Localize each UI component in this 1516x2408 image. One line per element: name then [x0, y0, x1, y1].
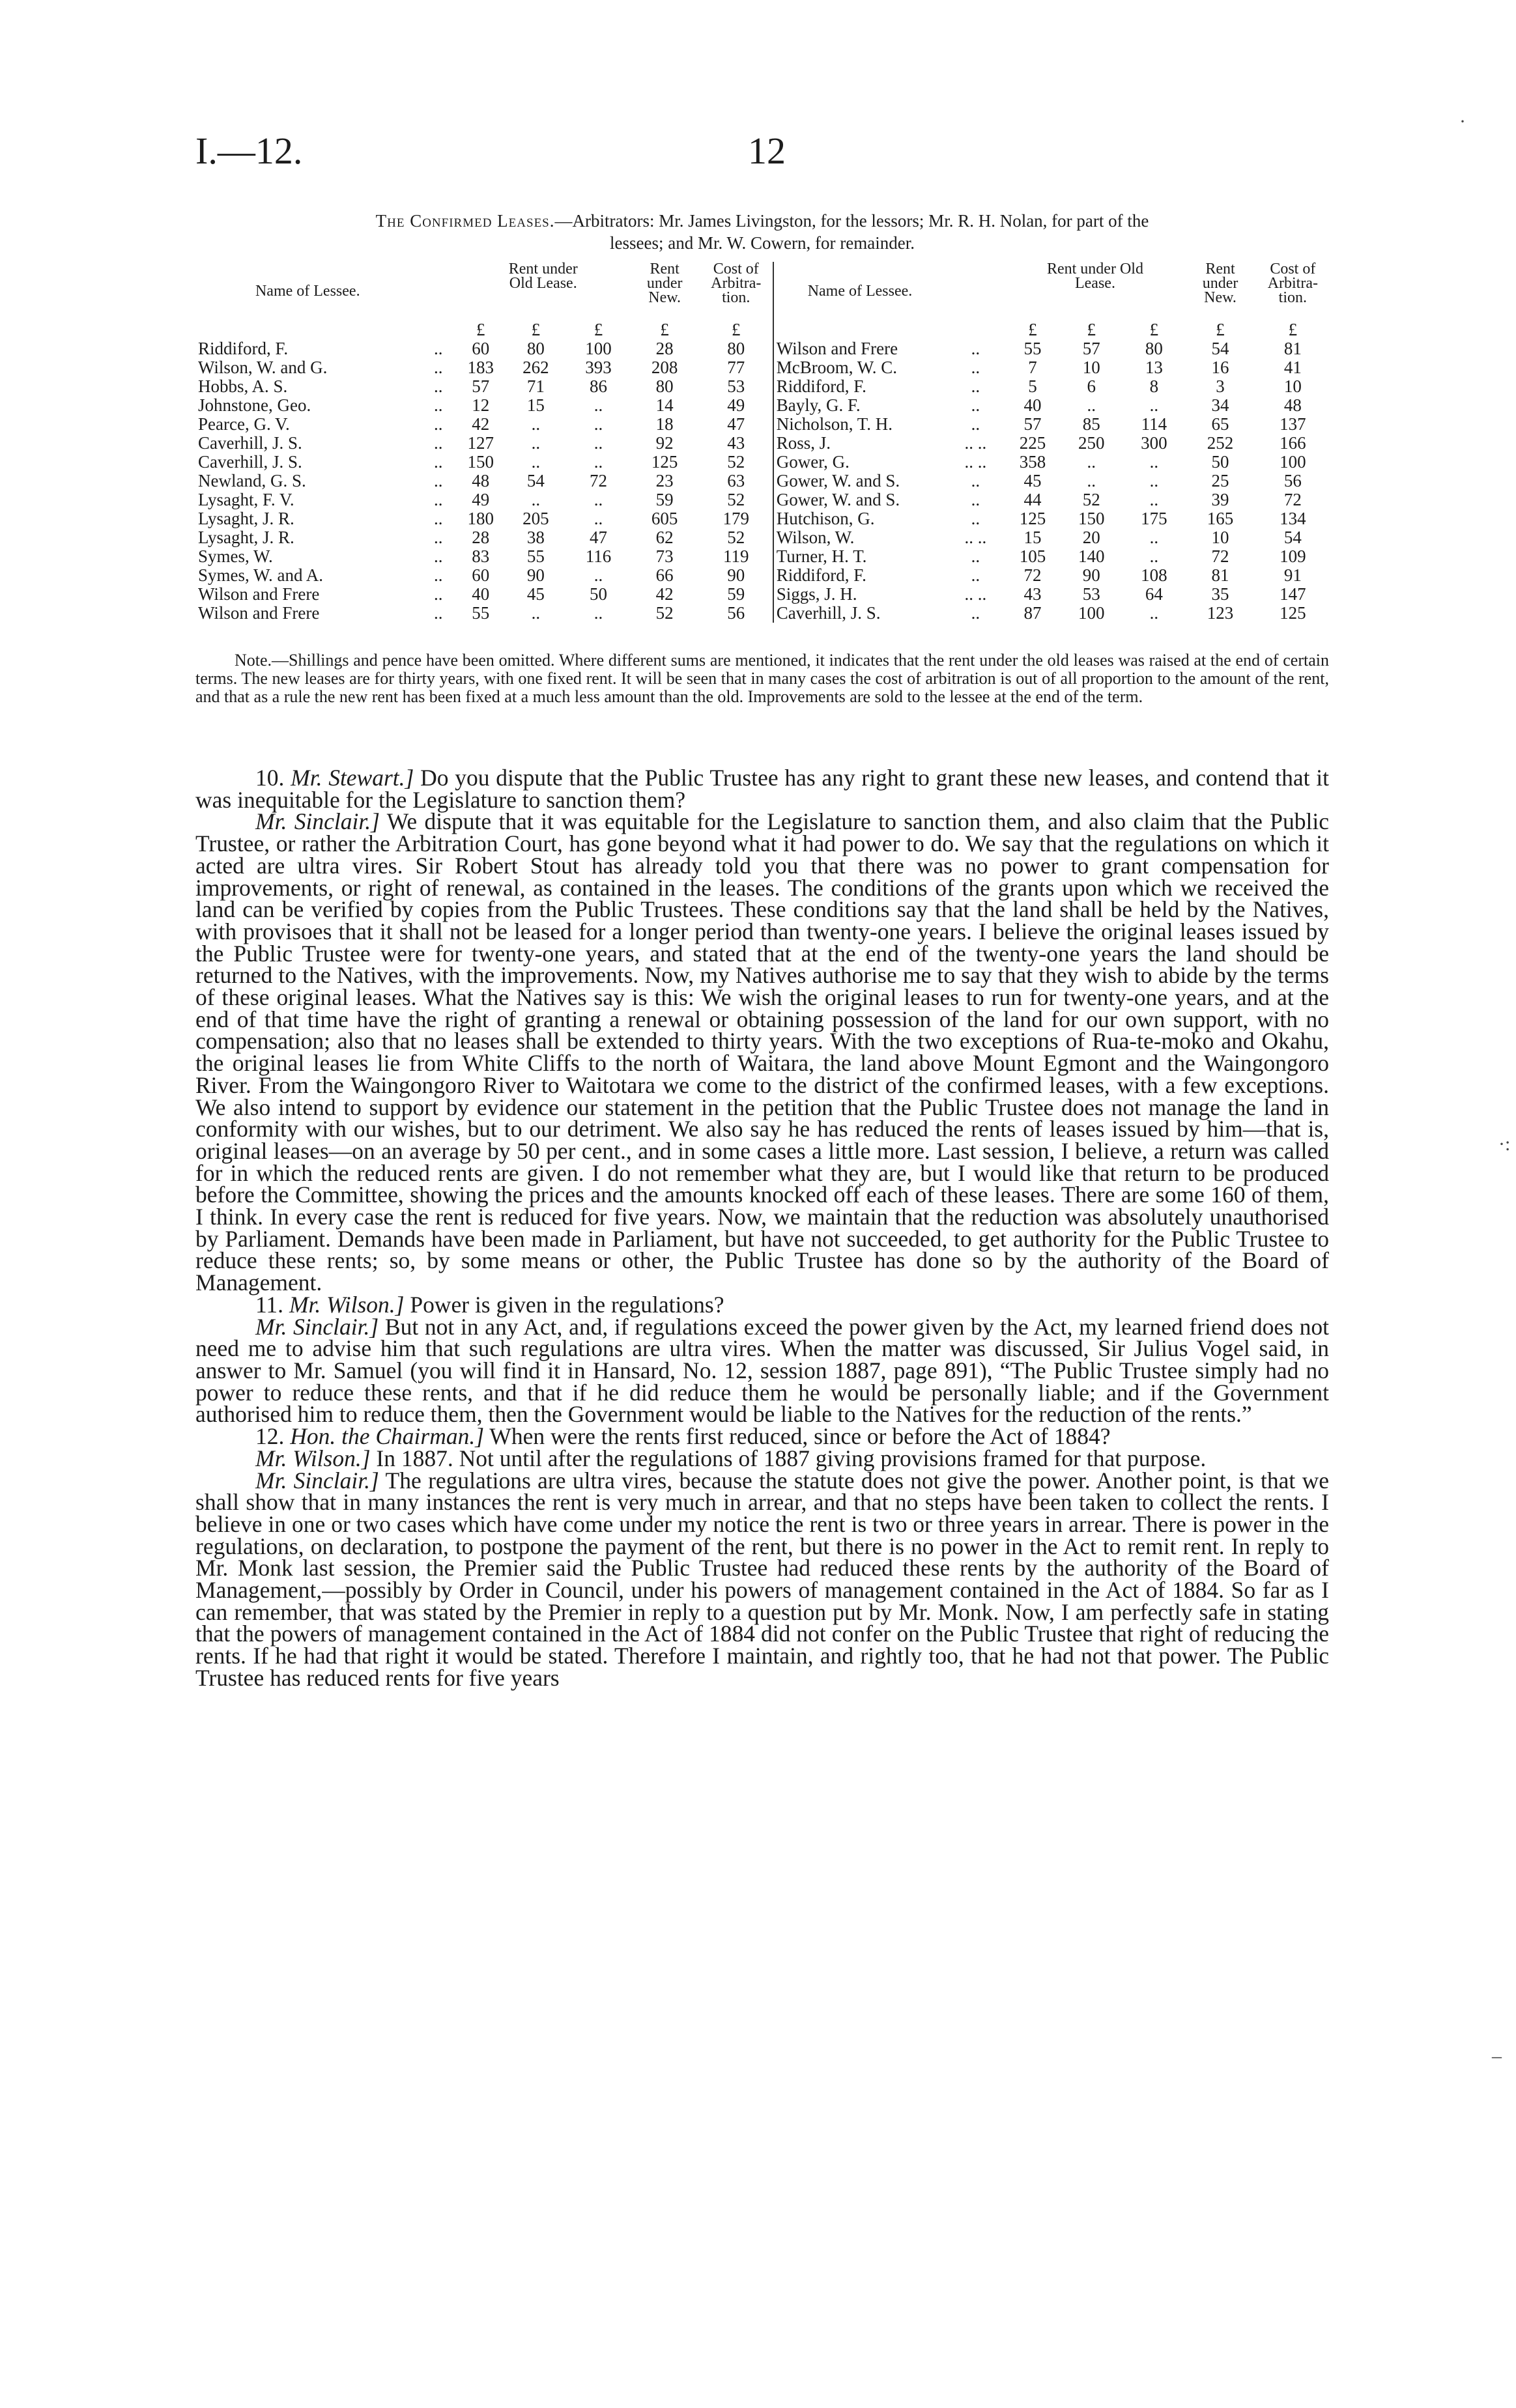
caption-line-1: —Arbitrators: Mr. James Livingston, for the lessors; Mr. R. H. Nolan, for part of the — [554, 211, 1149, 231]
cell-o1: 42 — [472, 415, 490, 434]
leader-dots: .. .. — [964, 585, 987, 604]
cell-new: 42 — [655, 585, 674, 604]
speaker: Mr. Stewart.] — [291, 765, 414, 791]
cell-cost: 49 — [700, 396, 773, 415]
leader-dots: .. — [434, 396, 443, 415]
lessee-name: Lysaght, F. V. — [198, 490, 294, 509]
question-number: 10. — [255, 765, 285, 791]
cell-o1: 105 — [1019, 547, 1046, 566]
lessee-name: Caverhill, J. S. — [198, 434, 302, 453]
unit-label: £ — [1149, 320, 1159, 339]
cell-o3: .. — [594, 453, 603, 472]
leader-dots: .. — [971, 566, 980, 585]
lessee-name: Wilson, W. — [776, 528, 855, 547]
cell-new: 34 — [1211, 396, 1229, 415]
cell-o2: 53 — [1082, 585, 1100, 604]
table-row — [195, 490, 1330, 509]
lessee-name: Johnstone, Geo. — [198, 396, 311, 415]
table-row — [195, 566, 1330, 585]
cell-cost: 52 — [700, 453, 773, 472]
lessee-name: Gower, W. and S. — [776, 472, 900, 490]
cell-cost: 53 — [700, 377, 773, 396]
lessee-name: Riddiford, F. — [776, 377, 866, 396]
cell-cost: 63 — [700, 472, 773, 490]
testimony-paragraph — [195, 808, 1329, 1296]
cell-o2: 54 — [526, 472, 545, 490]
cell-cost: 134 — [1280, 509, 1306, 528]
cell-o3: 72 — [589, 472, 607, 490]
table-row — [195, 604, 1330, 623]
cell-o2: .. — [531, 490, 541, 509]
cell-o2: .. — [1087, 453, 1096, 472]
header-name-left: Name of Lessee. — [255, 283, 360, 300]
header-cost-left: Cost of Arbitra-tion. — [700, 262, 773, 320]
cell-o1: 15 — [1023, 528, 1042, 547]
cell-o2: .. — [1087, 396, 1096, 415]
units-row — [195, 320, 1330, 339]
unit-label: £ — [531, 320, 541, 339]
cell-new: 165 — [1207, 509, 1234, 528]
cell-o2: 52 — [1082, 490, 1100, 509]
leader-dots: .. — [971, 547, 980, 566]
lessee-name: Wilson and Frere — [198, 604, 320, 623]
cell-cost: 47 — [700, 415, 773, 434]
cell-o1: 55 — [1023, 339, 1042, 358]
cell-new: 52 — [655, 604, 674, 623]
cell-cost: 81 — [1283, 339, 1302, 358]
unit-label: £ — [1288, 320, 1298, 339]
cell-o1: 48 — [472, 472, 490, 490]
cell-o3: .. — [1149, 604, 1159, 623]
unit-label: £ — [660, 320, 669, 339]
leader-dots: .. — [434, 585, 443, 604]
lessee-name: McBroom, W. C. — [776, 358, 898, 377]
cell-o1: 183 — [467, 358, 494, 377]
unit-label: £ — [1028, 320, 1037, 339]
lessee-name: Wilson, W. and G. — [198, 358, 328, 377]
testimony-paragraph — [195, 767, 1329, 811]
cell-o3: .. — [594, 509, 603, 528]
cell-o3: .. — [594, 434, 603, 453]
cell-o3: .. — [1149, 528, 1159, 547]
cell-o2: 71 — [526, 377, 545, 396]
cell-o2: 100 — [1078, 604, 1105, 623]
cell-o3: 13 — [1145, 358, 1163, 377]
cell-o3: 108 — [1141, 566, 1167, 585]
cell-new: 66 — [655, 566, 674, 585]
question-number: 12. — [255, 1423, 285, 1450]
cell-o1: 127 — [467, 434, 494, 453]
cell-cost: 48 — [1283, 396, 1302, 415]
leader-dots: .. — [971, 604, 980, 623]
cell-new: 16 — [1211, 358, 1229, 377]
header-rent-old-left: Rent under Old Lease. — [508, 262, 578, 292]
cell-o3: 116 — [585, 547, 612, 566]
cell-o1: 55 — [472, 604, 490, 623]
cell-cost: 91 — [1283, 566, 1302, 585]
unit-label: £ — [476, 320, 485, 339]
cell-o1: 44 — [1023, 490, 1042, 509]
cell-cost: 119 — [700, 547, 773, 566]
cell-cost: 109 — [1280, 547, 1306, 566]
speech-text: Power is given in the regulations? — [404, 1291, 724, 1318]
cell-new: 28 — [655, 339, 674, 358]
cell-o2: 6 — [1087, 377, 1096, 396]
table-row — [195, 547, 1330, 566]
leader-dots: .. — [971, 415, 980, 434]
cell-o3: .. — [594, 415, 603, 434]
caption-title: The Confirmed Leases. — [375, 211, 555, 231]
unit-label: £ — [1087, 320, 1096, 339]
cell-o1: 57 — [1023, 415, 1042, 434]
cell-new: 80 — [655, 377, 674, 396]
cell-cost: 179 — [700, 509, 773, 528]
testimony-paragraph — [195, 1445, 1329, 1471]
cell-o3: .. — [594, 566, 603, 585]
header-rent-old-right: Rent under Old Lease. — [1046, 262, 1143, 292]
leader-dots: .. — [434, 472, 443, 490]
cell-new: 3 — [1216, 377, 1225, 396]
cell-o1: 225 — [1019, 434, 1046, 453]
cell-new: 252 — [1207, 434, 1234, 453]
cell-o2: 90 — [526, 566, 545, 585]
leader-dots: .. — [434, 604, 443, 623]
speech-text: The regulations are ultra vires, because the statute does not give the power. Another point, is that we shall show that in many instances the rent is very much in arrear, and that no steps have been taken to collect the rents. I believe in one or two cases which have come under my notice the rent is two or three years in arrear. There is power in the regulations, on declaration, to postpone the payment of the rent, but there is no power in the Act to remit rent. In reply to Mr. Monk last session, the Premier said the Public Trustee had reduced these rents by the authority of the Board of Management,—possibly by Order in Council, under his powers of management contained in the Act of 1884. So far as I can remember, that was stated by the Premier in reply to a question put by Mr. Monk. Now, I am perfectly safe in stating that the powers of management contained in the Act of 1884 did not confer on the Public Trustee that right of reducing the rents. If he had that right it would be stated. Therefore I maintain, and rightly too, that he had not that power. The Public Trustee has reduced rents for five years — [195, 1467, 1329, 1691]
cell-o1: 358 — [1019, 453, 1046, 472]
cell-new: 23 — [655, 472, 674, 490]
cell-new: 123 — [1207, 604, 1234, 623]
leader-dots: .. — [971, 490, 980, 509]
speech-text: In 1887. Not until after the regulations of 1887 giving provisions framed for that purpose. — [370, 1445, 1207, 1471]
cell-o2: 55 — [526, 547, 545, 566]
lessee-name: Lysaght, J. R. — [198, 528, 294, 547]
leader-dots: .. — [434, 528, 443, 547]
unit-label: £ — [700, 320, 773, 339]
cell-cost: 137 — [1280, 415, 1306, 434]
cell-o1: 60 — [472, 339, 490, 358]
cell-cost: 54 — [1283, 528, 1302, 547]
lessee-name: Ross, J. — [776, 434, 831, 453]
cell-cost: 77 — [700, 358, 773, 377]
cell-cost: 147 — [1280, 585, 1306, 604]
cell-o2: 140 — [1078, 547, 1105, 566]
header-rent-new-right: Rent under New. — [1202, 262, 1238, 306]
cell-o2: 262 — [522, 358, 549, 377]
testimony-body — [195, 767, 1329, 1690]
table-row — [195, 528, 1330, 547]
cell-new: 208 — [651, 358, 678, 377]
cell-o2: 80 — [526, 339, 545, 358]
cell-new: 50 — [1211, 453, 1229, 472]
cell-o3: 86 — [589, 377, 607, 396]
cell-o1: 5 — [1028, 377, 1037, 396]
header-cost-right: Cost of Arbitra-tion. — [1267, 262, 1318, 306]
leader-dots: .. — [434, 434, 443, 453]
cell-o3: 114 — [1141, 415, 1167, 434]
lessee-name: Caverhill, J. S. — [198, 453, 302, 472]
cell-cost: 80 — [700, 339, 773, 358]
testimony-paragraph — [195, 1423, 1329, 1450]
speech-text: We dispute that it was equitable for the Legislature to sanction them, and also claim that the Public Trustee, or rather the Arbitration Court, has gone beyond what it had power to do. We say that the regulations on which it acted are ultra vires. Sir Robert Stout has already told you that there was no power to grant compensation for improvements, or right of renewal, as contained in the leases. The conditions of the grants upon which we received the land can be verified by copies from the Public Trustees. These conditions say that the land shall be held by the Natives, with provisoes that it shall not be leased for a longer period than twenty-one years. I believe the original leases issued by the Public Trustee were for twenty-one years, and stated that at the end of the twenty-one years the land should be returned to the Natives, with the improvements. Now, my Natives authorise me to say that they wish to abide by the terms of these original leases. What the Natives say is this: We wish the original leases to run for twenty-one years, and at the end of that time have the right of granting a renewal or obtaining possession of the land for our own support, with no compensation; also that no leases shall be extended to thirty years. With the two exceptions of Rua-te-moko and Okahu, the original leases lie from White Cliffs to the north of Waitara, the land above Mount Egmont and the Waingongoro River. From the Waingongoro River to Waitotara we come to the district of the confirmed leases, with a few exceptions. We also intend to support by evidence our statement in the petition that the Public Trustee does not manage the land in conformity with our wishes, but to our detriment. We also say he has reduced the rents of leases issued by him—that is, original leases—on an average by 50 per cent., and in some cases a little more. Last session, I believe, a return was called for in which the reduced rents are given. I do not remember what they are, but I would like that return to be produced before the Committee, showing the prices and the amounts knocked off each of these leases. There are some 160 of them, I think. In every case the rent is reduced for five years. Now, we maintain that the reduction was absolutely unauthorised by Parliament. Demands have been made in Parliament, but have not succeeded, to get authority for the Public Trustee to reduce these rents; so, by some means or other, the Public Trustee has done so by the authority of the Board of Management. — [195, 808, 1329, 1296]
cell-o3: .. — [1149, 453, 1159, 472]
cell-o1: 43 — [1023, 585, 1042, 604]
cell-o1: 180 — [467, 509, 494, 528]
cell-o3: 47 — [589, 528, 607, 547]
table-caption — [195, 210, 1329, 254]
speech-text: But not in any Act, and, if regulations exceed the power given by the Act, my learned friend does not need me to advise him that such regulations are ultra vires. When the matter was discussed, Sir Julius Vogel said, in answer to Mr. Samuel (you will find it in Hansard, No. 12, session 1887, page 891), “The Public Trustee simply had no power to reduce these rents, and that if he did reduce them he would be personally liable; and if the Government authorised him to reduce them, then the Government would be liable to the Natives for the reduction of the rents.” — [195, 1313, 1329, 1428]
cell-new: 35 — [1211, 585, 1229, 604]
cell-o3: 8 — [1149, 377, 1159, 396]
cell-cost: 10 — [1283, 377, 1302, 396]
cell-new: 81 — [1211, 566, 1229, 585]
cell-o1: 150 — [467, 453, 494, 472]
cell-o2: 20 — [1082, 528, 1100, 547]
cell-o3: .. — [594, 490, 603, 509]
cell-o2: .. — [1087, 472, 1096, 490]
cell-o3: .. — [1149, 396, 1159, 415]
lessee-name: Hobbs, A. S. — [198, 377, 288, 396]
cell-o2: .. — [531, 604, 541, 623]
unit-label: £ — [1216, 320, 1225, 339]
cell-o2: 38 — [526, 528, 545, 547]
speaker: Mr. Sinclair.] — [255, 1313, 379, 1340]
cell-o2: 45 — [526, 585, 545, 604]
cell-cost: 52 — [700, 490, 773, 509]
cell-o3: 393 — [585, 358, 612, 377]
unit-label: £ — [594, 320, 603, 339]
speaker: Mr. Wilson.] — [255, 1445, 371, 1471]
cell-o3: .. — [594, 604, 603, 623]
cell-new: 73 — [655, 547, 674, 566]
table-row — [195, 339, 1330, 358]
leader-dots: .. — [434, 566, 443, 585]
lessee-name: Nicholson, T. H. — [776, 415, 893, 434]
leader-dots: .. — [434, 453, 443, 472]
lessee-name: Newland, G. S. — [198, 472, 306, 490]
lessee-name: Turner, H. T. — [776, 547, 867, 566]
cell-new: 25 — [1211, 472, 1229, 490]
cell-new: 18 — [655, 415, 674, 434]
cell-o3: 300 — [1141, 434, 1167, 453]
speaker: Mr. Wilson.] — [289, 1291, 405, 1318]
cell-o1: 28 — [472, 528, 490, 547]
cell-o2: 85 — [1082, 415, 1100, 434]
leader-dots: .. — [971, 358, 980, 377]
lessee-name: Wilson and Frere — [198, 585, 320, 604]
lessee-name: Lysaght, J. R. — [198, 509, 294, 528]
cell-o3: .. — [1149, 547, 1159, 566]
cell-cost: 166 — [1280, 434, 1306, 453]
table-row — [195, 377, 1330, 396]
cell-cost: 43 — [700, 434, 773, 453]
testimony-paragraph — [195, 1291, 1329, 1318]
cell-o2: 10 — [1082, 358, 1100, 377]
lessee-name: Pearce, G. V. — [198, 415, 290, 434]
leader-dots: .. .. — [964, 528, 987, 547]
table-row — [195, 585, 1330, 604]
page-number: 12 — [748, 130, 786, 172]
cell-o2: 205 — [522, 509, 549, 528]
cell-new: 10 — [1211, 528, 1229, 547]
cell-cost: 41 — [1283, 358, 1302, 377]
cell-new: 39 — [1211, 490, 1229, 509]
cell-o1: 125 — [1019, 509, 1046, 528]
leader-dots: .. .. — [964, 453, 987, 472]
cell-new: 605 — [651, 509, 678, 528]
lessee-name: Riddiford, F. — [776, 566, 866, 585]
table-header-row — [195, 262, 1330, 320]
confirmed-leases-table — [195, 262, 1330, 623]
leader-dots: .. — [434, 358, 443, 377]
cell-o1: 12 — [472, 396, 490, 415]
leader-dots: .. .. — [964, 434, 987, 453]
cell-o1: 40 — [472, 585, 490, 604]
speech-text: When were the rents first reduced, since or before the Act of 1884? — [484, 1423, 1111, 1450]
leader-dots: .. — [434, 377, 443, 396]
table-row — [195, 472, 1330, 490]
cell-o2: 90 — [1082, 566, 1100, 585]
leader-dots: .. — [971, 472, 980, 490]
cell-new: 14 — [655, 396, 674, 415]
scan-mark: · — [1459, 111, 1466, 132]
cell-new: 65 — [1211, 415, 1229, 434]
cell-cost: 56 — [700, 604, 773, 623]
lessee-name: Riddiford, F. — [198, 339, 289, 358]
cell-new: 54 — [1211, 339, 1229, 358]
header-rent-new-left: Rent under New. — [646, 262, 683, 306]
lessee-name: Symes, W. and A. — [198, 566, 324, 585]
cell-o1: 83 — [472, 547, 490, 566]
cell-o3: .. — [1149, 472, 1159, 490]
lessee-name: Wilson and Frere — [776, 339, 898, 358]
leader-dots: .. — [434, 509, 443, 528]
cell-o3: .. — [594, 396, 603, 415]
lessee-name: Gower, G. — [776, 453, 850, 472]
scan-mark: – — [1492, 2045, 1502, 2067]
table-row — [195, 453, 1330, 472]
cell-cost: 59 — [700, 585, 773, 604]
lessee-name: Gower, W. and S. — [776, 490, 900, 509]
speech-text: Do you dispute that the Public Trustee has any right to grant these new leases, and contend that it was inequitable for the Legislature to sanction them? — [195, 765, 1329, 813]
cell-o3: 64 — [1145, 585, 1163, 604]
lessee-name: Caverhill, J. S. — [776, 604, 881, 623]
cell-cost: 90 — [700, 566, 773, 585]
speaker: Mr. Sinclair.] — [255, 808, 380, 835]
question-number: 11. — [255, 1291, 284, 1318]
table-row — [195, 396, 1330, 415]
table-row — [195, 434, 1330, 453]
speaker: Hon. the Chairman.] — [290, 1423, 485, 1450]
cell-cost: 100 — [1280, 453, 1306, 472]
table-row — [195, 509, 1330, 528]
speaker: Mr. Sinclair.] — [255, 1467, 379, 1494]
leader-dots: .. — [971, 509, 980, 528]
cell-new: 62 — [655, 528, 674, 547]
cell-o1: 45 — [1023, 472, 1042, 490]
cell-o2: .. — [531, 453, 541, 472]
cell-o3: .. — [1149, 490, 1159, 509]
cell-cost: 72 — [1283, 490, 1302, 509]
table-note: Note.—Shillings and pence have been omitted. Where different sums are mentioned, it indicates that the rent under the old leases was raised at the end of certain terms. The new leases are for thirty years, with one fixed rent. It will be seen that in many cases the cost of arbitration is out of all proportion to the amount of the rent, and that as a rule the new rent has been fixed at a much less amount than the old. Improvements are sold to the lessee at the end of the term. — [195, 651, 1329, 706]
cell-new: 125 — [651, 453, 678, 472]
scan-mark: ·: — [1498, 1133, 1511, 1155]
cell-o3: 50 — [589, 585, 607, 604]
cell-o1: 60 — [472, 566, 490, 585]
table-row — [195, 415, 1330, 434]
leader-dots: .. — [971, 339, 980, 358]
leader-dots: .. — [971, 396, 980, 415]
cell-o1: 72 — [1023, 566, 1042, 585]
cell-o2: .. — [531, 415, 541, 434]
testimony-paragraph — [195, 1313, 1329, 1428]
cell-o2: 15 — [526, 396, 545, 415]
cell-new: 72 — [1211, 547, 1229, 566]
cell-cost: 125 — [1280, 604, 1306, 623]
lease-rows — [195, 339, 1330, 623]
cell-o3: 175 — [1141, 509, 1167, 528]
cell-o3: 80 — [1145, 339, 1163, 358]
cell-o2: 250 — [1078, 434, 1105, 453]
cell-o1: 7 — [1028, 358, 1037, 377]
cell-o1: 87 — [1023, 604, 1042, 623]
cell-o1: 40 — [1023, 396, 1042, 415]
leader-dots: .. — [434, 547, 443, 566]
cell-o2: 57 — [1082, 339, 1100, 358]
cell-o2: 150 — [1078, 509, 1105, 528]
testimony-paragraph — [195, 1467, 1329, 1691]
caption-line-2: lessees; and Mr. W. Cowern, for remainder. — [610, 233, 915, 253]
lessee-name: Hutchison, G. — [776, 509, 875, 528]
header-name-right: Name of Lessee. — [807, 283, 913, 300]
cell-o3: 100 — [585, 339, 612, 358]
document-reference: I.—12. — [195, 130, 303, 172]
cell-o2: .. — [531, 434, 541, 453]
lessee-name: Siggs, J. H. — [776, 585, 857, 604]
cell-cost: 56 — [1283, 472, 1302, 490]
lessee-name: Bayly, G. F. — [776, 396, 861, 415]
cell-new: 59 — [655, 490, 674, 509]
lessee-name: Symes, W. — [198, 547, 273, 566]
table-row — [195, 358, 1330, 377]
cell-o1: 49 — [472, 490, 490, 509]
cell-o1: 57 — [472, 377, 490, 396]
leader-dots: .. — [434, 339, 443, 358]
cell-new: 92 — [655, 434, 674, 453]
leader-dots: .. — [434, 415, 443, 434]
cell-cost: 52 — [700, 528, 773, 547]
leader-dots: .. — [971, 377, 980, 396]
leader-dots: .. — [434, 490, 443, 509]
